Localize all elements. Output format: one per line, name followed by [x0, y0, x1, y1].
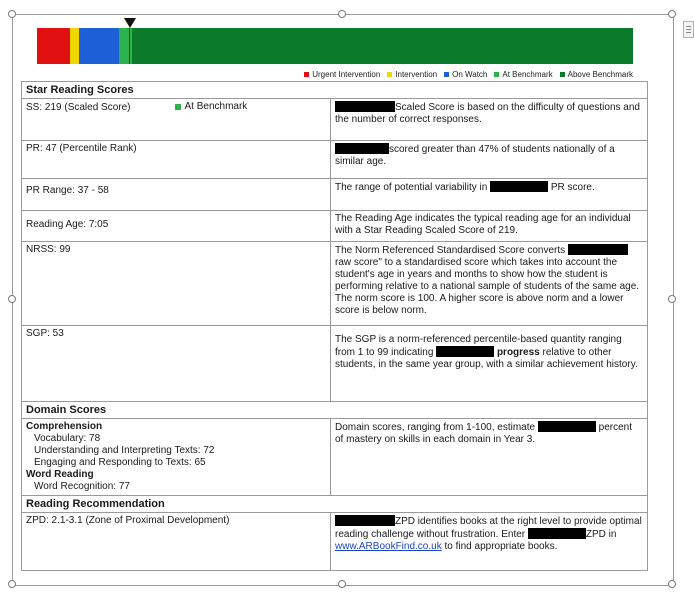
ss-desc: Scaled Score is based on the difficulty of questions and the number of correct responses.: [335, 102, 640, 125]
ss-desc-cell: [331, 99, 648, 141]
redacted-block: [335, 143, 389, 154]
legend-item: [444, 68, 487, 80]
redacted-block: [490, 181, 548, 192]
redacted-block: [538, 421, 596, 432]
ss-label: SS: 219 (Scaled Score): [26, 102, 131, 113]
legend-swatch: [494, 72, 499, 77]
zpd-desc-a: ZPD identifies books at the right level to provide optimal reading challenge without frustration. Enter: [335, 516, 642, 540]
zpd-desc-b: ZPD in: [585, 529, 617, 540]
redacted-block: [335, 515, 395, 526]
range-desc-b: PR score.: [550, 182, 595, 193]
legend-label: Above Benchmark: [567, 69, 633, 79]
resize-handle-top-right[interactable]: [668, 10, 676, 18]
resize-handle-left[interactable]: [8, 295, 16, 303]
resize-handle-right[interactable]: [668, 295, 676, 303]
redacted-block: [528, 528, 586, 539]
domain-scores-cell: [22, 419, 331, 496]
pr-desc: scored greater than 47% of students nationally of a similar age.: [335, 144, 615, 167]
arbookfind-link[interactable]: www.ARBookFind.co.uk: [335, 541, 442, 552]
sgp-desc-cell: [331, 326, 648, 402]
score-marker-icon: [124, 18, 136, 28]
nrss-label: NRSS: 99: [22, 242, 331, 326]
resize-handle-bottom[interactable]: [338, 580, 346, 588]
sgp-desc-bold: progress: [496, 347, 540, 358]
range-desc-cell: [331, 179, 648, 211]
range-desc-a: The range of potential variability in: [335, 182, 488, 193]
legend-item: [387, 68, 437, 80]
legend-swatch: [444, 72, 449, 77]
resize-handle-top[interactable]: [338, 10, 346, 18]
legend-item: [560, 68, 633, 80]
benchmark-swatch: [175, 104, 181, 110]
word-reading-heading: Word Reading: [26, 469, 94, 480]
legend-label: On Watch: [452, 69, 488, 79]
reading-age-desc: The Reading Age indicates the typical reading age for an individual with a Star Reading Scaled Score of 219.: [331, 211, 648, 242]
legend-swatch: [560, 72, 565, 77]
sgp-desc-a: The SGP is a norm-referenced percentile-based quantity ranging from 1 to 99 indicating: [335, 334, 622, 358]
resize-handle-top-left[interactable]: [8, 10, 16, 18]
vocabulary-score: Vocabulary: 78: [34, 433, 101, 444]
sgp-label: SGP: 53: [22, 326, 331, 402]
domain-desc-a: Domain scores, ranging from 1-100, estimate: [335, 422, 536, 433]
bar-segment-at-benchmark: [119, 28, 132, 64]
redacted-block: [436, 346, 494, 357]
nrss-desc-b: raw score" to a standardised score which takes into account the student's age in years and months to show how the student is performing relative to a national sample of students of the same age. The norm score is 100. A higher score is above norm and a lower score is below norm.: [335, 257, 640, 316]
bar-segment-intervention: [70, 28, 79, 64]
bar-segment-urgent-intervention: [37, 28, 70, 64]
bar-segment-above-benchmark: [132, 28, 633, 64]
pr-label: PR: 47 (Percentile Rank): [22, 141, 331, 179]
zpd-desc-c: to find appropriate books.: [444, 541, 558, 552]
domain-desc-b: percent of mastery on skills in each domain in Year 3.: [335, 422, 633, 445]
section-heading-star: Star Reading Scores: [22, 82, 648, 99]
legend-label: Intervention: [395, 69, 438, 79]
redacted-block: [335, 101, 395, 112]
resize-handle-bottom-left[interactable]: [8, 580, 16, 588]
benchmark-bar: [37, 28, 633, 64]
score-marker-line: [129, 28, 130, 64]
section-heading-reco: Reading Recommendation: [22, 496, 648, 513]
legend-swatch: [387, 72, 392, 77]
layout-options-icon[interactable]: [683, 21, 694, 38]
pr-desc-cell: [331, 141, 648, 179]
benchmark-text: At Benchmark: [184, 101, 248, 112]
zpd-desc-cell: [331, 513, 648, 571]
understanding-score: Understanding and Interpreting Texts: 72: [34, 445, 215, 456]
nrss-desc-cell: [331, 242, 648, 326]
reading-age-label: Reading Age: 7:05: [22, 211, 331, 242]
star-reading-report-table: [21, 81, 648, 571]
legend-label: At Benchmark: [502, 69, 553, 79]
pr-range-label: PR Range: 37 - 58: [22, 179, 331, 211]
redacted-block: [568, 244, 628, 255]
legend-label: Urgent Intervention: [312, 69, 381, 79]
legend-item: [494, 68, 552, 80]
domain-desc-cell: [331, 419, 648, 496]
legend-item: [304, 68, 380, 80]
zpd-label: ZPD: 2.1-3.1 (Zone of Proximal Development): [22, 513, 331, 571]
nrss-desc-a: The Norm Referenced Standardised Score converts: [335, 245, 566, 256]
comprehension-heading: Comprehension: [26, 421, 103, 432]
benchmark-indicator: [175, 101, 248, 113]
ss-label-cell: [22, 99, 331, 141]
section-heading-domain: Domain Scores: [22, 402, 648, 419]
resize-handle-bottom-right[interactable]: [668, 580, 676, 588]
bar-segment-on-watch: [79, 28, 120, 64]
benchmark-legend: [260, 68, 633, 80]
legend-swatch: [304, 72, 309, 77]
sgp-desc-b: relative to other students, in the same year group, with a similar achievement history.: [335, 347, 638, 370]
word-recognition-score: Word Recognition: 77: [34, 481, 130, 492]
engaging-score: Engaging and Responding to Texts: 65: [34, 457, 206, 468]
